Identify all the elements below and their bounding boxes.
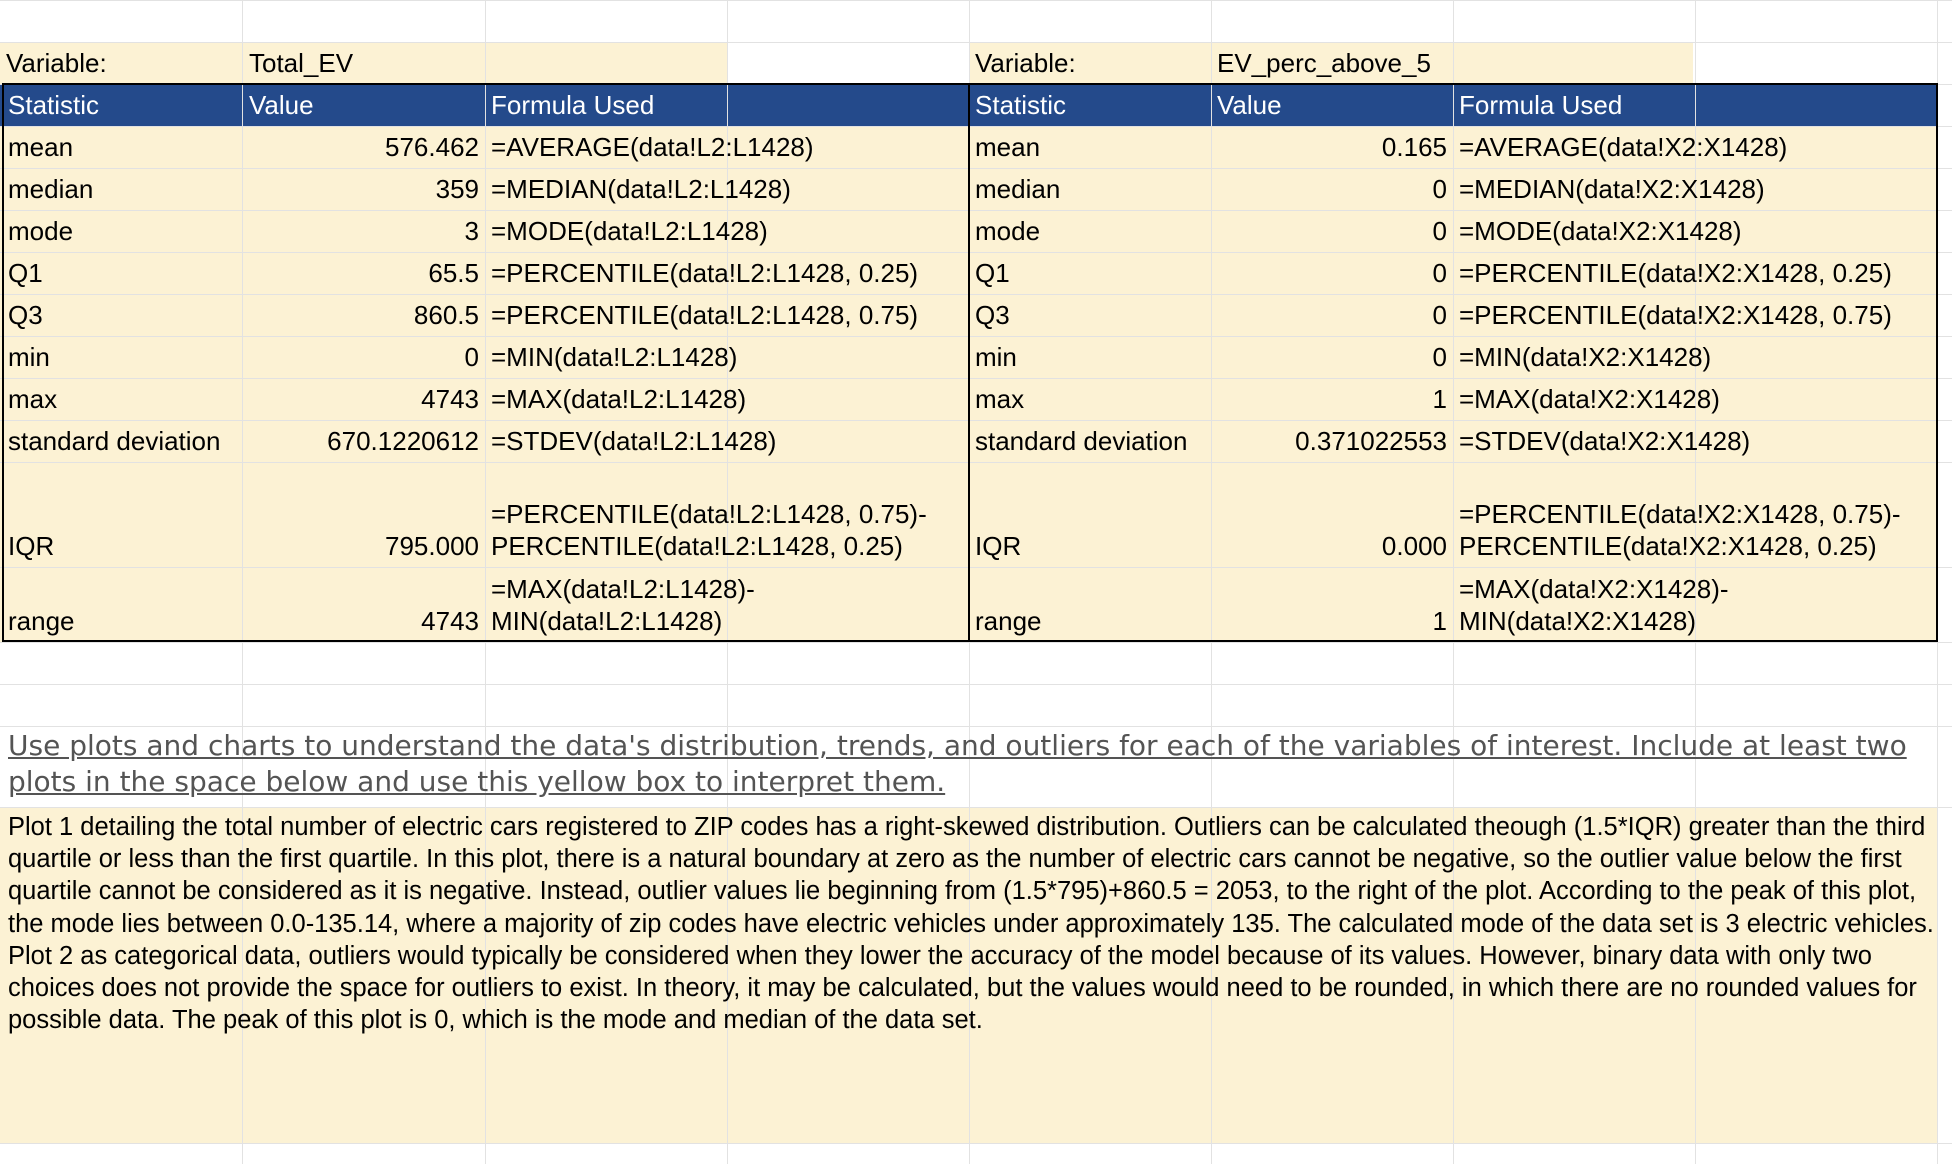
right-value-cell[interactable]: 1 xyxy=(1432,384,1447,414)
left-stat-cell[interactable]: max xyxy=(8,384,58,414)
right-formula-cell[interactable]: =PERCENTILE(data!X2:X1428, 0.75) xyxy=(1459,300,1892,330)
left-formula-cell[interactable]: =MAX(data!L2:L1428) xyxy=(491,384,747,414)
left-variable-label: Variable: xyxy=(6,48,107,78)
left-variable-name[interactable]: Total_EV xyxy=(249,48,354,78)
grid-row-line xyxy=(0,726,1952,727)
left-value-cell[interactable]: 4743 xyxy=(421,384,479,414)
right-value-cell[interactable]: 0 xyxy=(1432,258,1447,288)
left-formula-cell[interactable]: =PERCENTILE(data!L2:L1428, 0.25) xyxy=(491,258,919,288)
left-stat-cell[interactable]: mode xyxy=(8,216,74,246)
right-value-cell[interactable]: 0 xyxy=(1432,174,1447,204)
left-stat-cell[interactable]: min xyxy=(8,342,50,372)
right-stat-cell[interactable]: min xyxy=(975,342,1017,372)
left-value-cell[interactable]: 795.000 xyxy=(385,531,479,561)
right-formula-cell[interactable]: =MEDIAN(data!X2:X1428) xyxy=(1459,174,1765,204)
left-formula-cell[interactable]: =MAX(data!L2:L1428)-MIN(data!L2:L1428) xyxy=(491,574,755,636)
left-stat-cell[interactable]: range xyxy=(8,606,75,636)
right-formula-cell[interactable]: =MAX(data!X2:X1428) xyxy=(1459,384,1720,414)
instruction-text[interactable]: Use plots and charts to understand the data's distribution, trends, and outliers for each of the variables of interest. Include at least two plots in the space below and use this yellow box to interpret them. xyxy=(8,729,1907,798)
left-formula-cell[interactable]: =MEDIAN(data!L2:L1428) xyxy=(491,174,791,204)
left-value-cell[interactable]: 0 xyxy=(464,342,479,372)
left-stat-cell[interactable]: median xyxy=(8,174,94,204)
grid-row-line xyxy=(0,807,1952,808)
right-formula-cell[interactable]: =PERCENTILE(data!X2:X1428, 0.75)-PERCENTILE(data!X2:X1428, 0.25) xyxy=(1459,499,1901,561)
left-value-cell[interactable]: 3 xyxy=(464,216,479,246)
left-formula-cell[interactable]: =MODE(data!L2:L1428) xyxy=(491,216,768,246)
left-formula-cell[interactable]: =STDEV(data!L2:L1428) xyxy=(491,426,777,456)
right-header-value: Value xyxy=(1217,90,1282,120)
left-header-value: Value xyxy=(249,90,314,120)
grid-row-line xyxy=(0,684,1952,685)
left-value-cell[interactable]: 359 xyxy=(435,174,479,204)
left-value-cell[interactable]: 576.462 xyxy=(385,132,479,162)
grid-row-line xyxy=(0,1143,1952,1144)
right-value-cell[interactable]: 0.000 xyxy=(1381,531,1447,561)
right-stat-cell[interactable]: Q3 xyxy=(975,300,1010,330)
right-value-cell[interactable]: 1 xyxy=(1432,606,1447,636)
right-value-cell[interactable]: 0 xyxy=(1432,216,1447,246)
right-formula-cell[interactable]: =MODE(data!X2:X1428) xyxy=(1459,216,1742,246)
left-value-cell[interactable]: 65.5 xyxy=(428,258,479,288)
right-variable-label: Variable: xyxy=(975,48,1076,78)
left-header-formula: Formula Used xyxy=(491,90,655,120)
right-header-statistic: Statistic xyxy=(975,90,1067,120)
right-stat-cell[interactable]: mode xyxy=(975,216,1041,246)
left-value-cell[interactable]: 670.1220612 xyxy=(327,426,479,456)
left-value-cell[interactable]: 4743 xyxy=(421,606,479,636)
right-value-cell[interactable]: 0.165 xyxy=(1381,132,1447,162)
interpretation-text[interactable]: Plot 1 detailing the total number of electric cars registered to ZIP codes has a right-skewed distribution. Outliers can be calculated theough (1.5*IQR) greater than the third quartile or less than the first quartile. In this plot, there is a natural boundary at zero as the number of electric cars cannot be negative, so the outlier value below the first quartile cannot be considered as it is negative. Instead, outlier values lie beginning from (1.5*795)+860.5 = 2053, to the right of the plot. According to the peak of this plot, the mode lies between 0.0-135.14, where a majority of zip codes have electric vehicles under approximately 135. The calculated mode of the data set is 3 electric vehicles. Plot 2 as categorical data, outliers would typically be considered when they lower the accuracy of the model because of its values. However, binary data with only two choices does not provide the space for outliers to exist. In theory, it may be calculated, but the values would need to be rounded, in which there are no rounded values for possible data. The peak of this plot is 0, which is the mode and median of the data set. xyxy=(8,813,1934,1035)
right-stat-cell[interactable]: mean xyxy=(975,132,1041,162)
right-stat-cell[interactable]: Q1 xyxy=(975,258,1010,288)
left-formula-cell[interactable]: =PERCENTILE(data!L2:L1428, 0.75)-PERCENTILE(data!L2:L1428, 0.25) xyxy=(491,499,927,561)
right-header-formula: Formula Used xyxy=(1459,90,1623,120)
right-formula-cell[interactable]: =MAX(data!X2:X1428)-MIN(data!X2:X1428) xyxy=(1459,574,1729,636)
right-value-cell[interactable]: 0.371022553 xyxy=(1295,426,1447,456)
right-value-cell[interactable]: 0 xyxy=(1432,342,1447,372)
left-value-cell[interactable]: 860.5 xyxy=(413,300,479,330)
left-stat-cell[interactable]: Q3 xyxy=(8,300,43,330)
right-formula-cell[interactable]: =STDEV(data!X2:X1428) xyxy=(1459,426,1751,456)
left-formula-cell[interactable]: =MIN(data!L2:L1428) xyxy=(491,342,738,372)
left-formula-cell[interactable]: =PERCENTILE(data!L2:L1428, 0.75) xyxy=(491,300,919,330)
right-value-cell[interactable]: 0 xyxy=(1432,300,1447,330)
right-variable-name[interactable]: EV_perc_above_5 xyxy=(1217,48,1431,78)
right-stat-cell[interactable]: standard deviation xyxy=(975,426,1188,456)
right-formula-cell[interactable]: =AVERAGE(data!X2:X1428) xyxy=(1459,132,1788,162)
left-formula-cell[interactable]: =AVERAGE(data!L2:L1428) xyxy=(491,132,814,162)
grid-row-line xyxy=(0,0,1952,1)
right-formula-cell[interactable]: =PERCENTILE(data!X2:X1428, 0.25) xyxy=(1459,258,1892,288)
grid-row-line xyxy=(0,642,1952,643)
right-stat-cell[interactable]: IQR xyxy=(975,531,1022,561)
left-stat-cell[interactable]: standard deviation xyxy=(8,426,221,456)
left-header-statistic: Statistic xyxy=(8,90,100,120)
left-stat-cell[interactable]: mean xyxy=(8,132,74,162)
left-stat-cell[interactable]: Q1 xyxy=(8,258,43,288)
right-stat-cell[interactable]: median xyxy=(975,174,1061,204)
right-formula-cell[interactable]: =MIN(data!X2:X1428) xyxy=(1459,342,1712,372)
right-stat-cell[interactable]: range xyxy=(975,606,1042,636)
right-stat-cell[interactable]: max xyxy=(975,384,1025,414)
left-stat-cell[interactable]: IQR xyxy=(8,531,55,561)
